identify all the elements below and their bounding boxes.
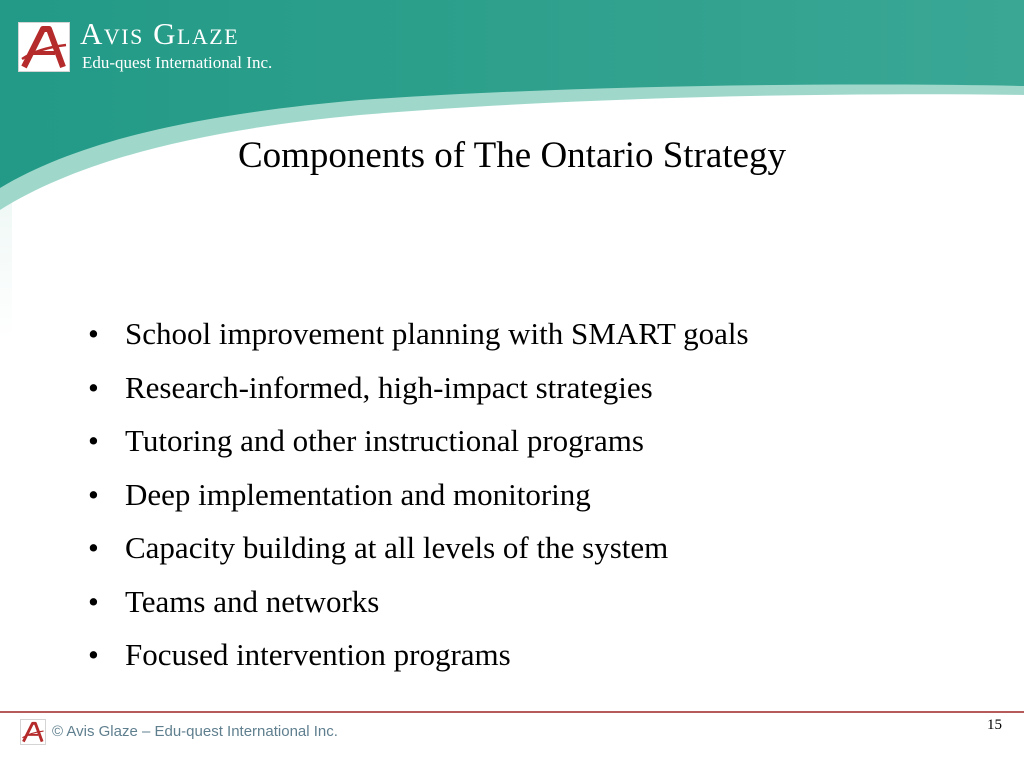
- page-number: 15: [987, 717, 1002, 733]
- company-logo: [18, 22, 70, 72]
- bullet-item: [88, 361, 968, 415]
- bullet-dot-icon: •: [88, 423, 99, 458]
- bullet-dot-icon: •: [88, 369, 99, 405]
- bullet-item: [88, 521, 968, 575]
- bullet-text: School improvement planning with SMART goals: [125, 316, 749, 351]
- bullet-item: [88, 628, 968, 682]
- bullet-dot-icon: •: [88, 637, 99, 672]
- bullet-item: [88, 468, 968, 522]
- bullet-text: Research-informed, high-impact strategies: [125, 369, 653, 405]
- footer-divider: [0, 711, 1024, 713]
- bullet-dot-icon: •: [88, 316, 99, 351]
- bullet-item: [88, 414, 968, 468]
- bullet-dot-icon: •: [88, 530, 99, 565]
- bullet-dot-icon: •: [88, 476, 99, 512]
- bullet-item: [88, 575, 968, 629]
- bullet-text: Capacity building at all levels of the system: [125, 530, 669, 565]
- bullet-text: Deep implementation and monitoring: [125, 476, 591, 512]
- bullet-dot-icon: •: [88, 583, 99, 619]
- bullet-text: Tutoring and other instructional programs: [125, 423, 644, 458]
- bullet-list: [88, 307, 968, 682]
- bullet-text: Teams and networks: [125, 583, 380, 619]
- footer-logo: [20, 719, 46, 745]
- brand-subtitle: Edu-quest International Inc.: [82, 53, 273, 72]
- brand-name: Avis Glaze: [80, 16, 240, 51]
- bullet-text: Focused intervention programs: [125, 637, 511, 672]
- bullet-item: [88, 307, 968, 361]
- slide-title: Components of The Ontario Strategy: [237, 135, 787, 176]
- footer-copyright: © Avis Glaze – Edu-quest International Inc.: [52, 723, 338, 740]
